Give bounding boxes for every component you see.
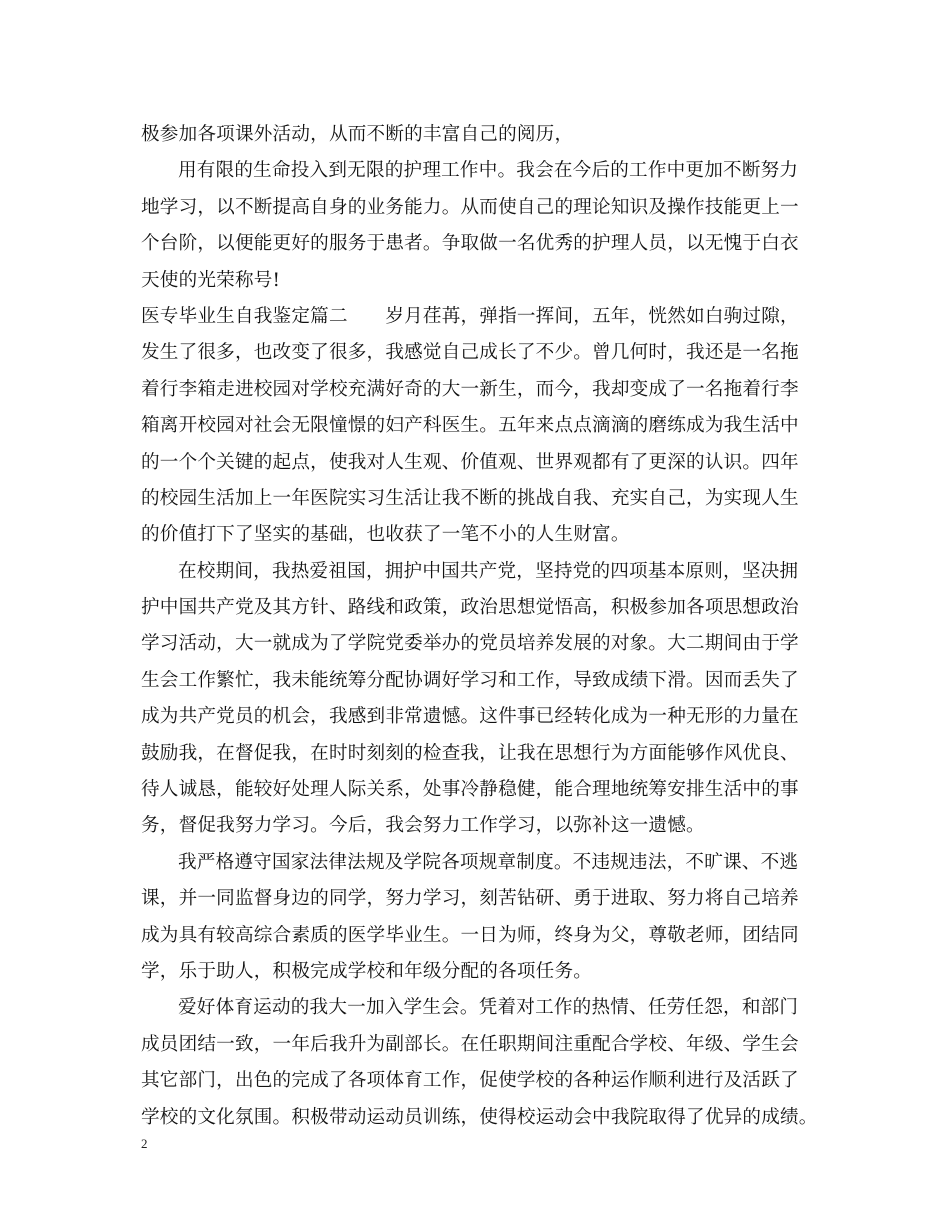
text-line: 成为具有较高综合素质的医学毕业生。一日为师，终身为父，尊敬老师，团结同 xyxy=(141,924,799,946)
text-line: 在校期间，我热爱祖国，拥护中国共产党，坚持党的四项基本原则，坚决拥 xyxy=(178,560,799,582)
text-line: 发生了很多，也改变了很多，我感觉自己成长了不少。曾几何时，我还是一名拖 xyxy=(141,342,799,364)
text-line: 课，并一同监督身边的同学，努力学习，刻苦钻研、勇于进取、努力将自己培养 xyxy=(141,888,799,910)
text-line: 的校园生活加上一年医院实习生活让我不断的挑战自我、充实自己，为实现人生 xyxy=(141,487,799,509)
text-line: 务，督促我努力学习。今后，我会努力工作学习，以弥补这一遗憾。 xyxy=(141,815,705,837)
text-line: 待人诚恳，能较好处理人际关系，处事冷静稳健，能合理地统筹安排生活中的事 xyxy=(141,779,799,801)
text-line: 学，乐于助人，积极完成学校和年级分配的各项任务。 xyxy=(141,960,593,982)
text-line: 的一个个关键的起点，使我对人生观、价值观、世界观都有了更深的认识。四年 xyxy=(141,451,799,473)
text-line: 用有限的生命投入到无限的护理工作中。我会在今后的工作中更加不断努力 xyxy=(178,160,799,182)
text-line: 着行李箱走进校园对学校充满好奇的大一新生，而今，我却变成了一名拖着行李 xyxy=(141,378,799,400)
text-line: 极参加各项课外活动，从而不断的丰富自己的阅历， xyxy=(141,124,574,145)
text-line: 天使的光荣称号! xyxy=(141,269,281,291)
text-line: 成为共产党员的机会，我感到非常遗憾。这件事已经转化成为一种无形的力量在 xyxy=(141,706,799,728)
document-body xyxy=(141,117,817,1136)
text-line: 其它部门，出色的完成了各项体育工作，促使学校的各种运作顺利进行及活跃了 xyxy=(141,1070,799,1092)
text-line: 成员团结一致，一年后我升为副部长。在任职期间注重配合学校、年级、学生会 xyxy=(141,1033,799,1055)
text-line: 的价值打下了坚实的基础，也收获了一笔不小的人生财富。 xyxy=(141,524,630,546)
text-line: 爱好体育运动的我大一加入学生会。凭着对工作的热情、任劳任怨，和部门 xyxy=(178,997,799,1019)
text-line: 我严格遵守国家法律法规及学院各项规章制度。不违规违法，不旷课、不逃 xyxy=(178,851,799,873)
text-line: 箱离开校园对社会无限憧憬的妇产科医生。五年来点点滴滴的磨练成为我生活中 xyxy=(141,415,799,437)
text-line: 生会工作繁忙，我未能统筹分配协调好学习和工作，导致成绩下滑。因而丢失了 xyxy=(141,669,799,691)
text-line: 鼓励我，在督促我，在时时刻刻的检查我，让我在思想行为方面能够作风优良、 xyxy=(141,742,799,764)
section-heading-line: 医专毕业生自我鉴定篇二 岁月荏苒，弹指一挥间，五年，恍然如白驹过隙， xyxy=(141,305,799,327)
text-line: 护中国共产党及其方针、路线和政策，政治思想觉悟高，积极参加各项思想政治 xyxy=(141,597,799,619)
text-line: 学校的文化氛围。积极带动运动员训练，使得校运动会中我院取得了优异的成绩。 xyxy=(141,1106,818,1128)
page-number: 2 xyxy=(141,1136,148,1151)
text-line: 个台阶，以便能更好的服务于患者。争取做一名优秀的护理人员，以无愧于白衣 xyxy=(141,233,799,255)
text-line: 地学习，以不断提高自身的业务能力。从而使自己的理论知识及操作技能更上一 xyxy=(141,196,799,218)
text-line: 学习活动，大一就成为了学院党委举办的党员培养发展的对象。大二期间由于学 xyxy=(141,633,799,655)
